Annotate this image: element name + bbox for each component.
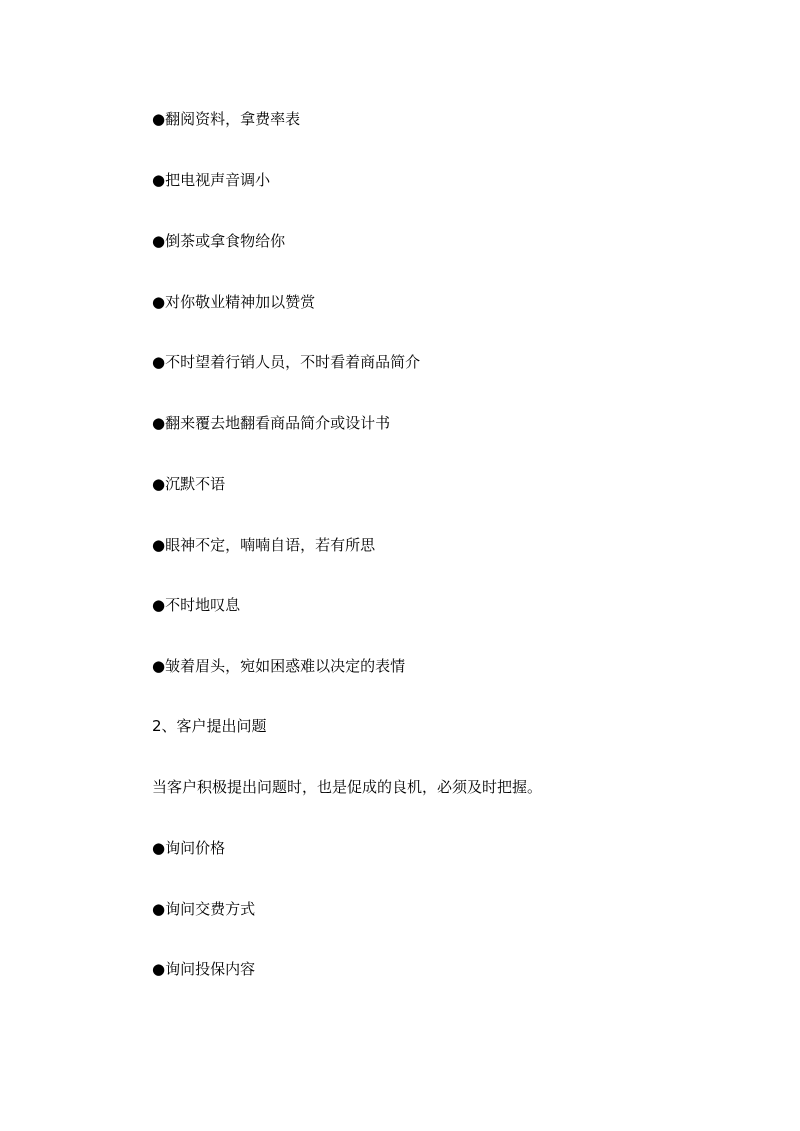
bullet-line: ●询问价格 (152, 839, 226, 857)
bullet-line: ●翻阅资料，拿费率表 (152, 110, 301, 128)
bullet-line: ●沉默不语 (152, 475, 226, 493)
bullet-line: ●眼神不定，喃喃自语，若有所思 (152, 536, 376, 554)
bullet-line: ●对你敬业精神加以赞赏 (152, 293, 316, 311)
bullet-line: ●倒茶或拿食物给你 (152, 232, 286, 250)
bullet-line: ●把电视声音调小 (152, 171, 271, 189)
bullet-line: ●询问投保内容 (152, 960, 256, 978)
bullet-line: ●询问交费方式 (152, 900, 256, 918)
section-heading: 2、客户提出问题 (152, 717, 267, 735)
bullet-line: ●翻来覆去地翻看商品简介或设计书 (152, 414, 391, 432)
bullet-line: ●不时望着行销人员，不时看着商品简介 (152, 353, 421, 371)
bullet-line: ●皱着眉头，宛如困惑难以决定的表情 (152, 657, 406, 675)
bullet-line: ●不时地叹息 (152, 596, 241, 614)
paragraph-text: 当客户积极提出问题时，也是促成的良机，必须及时把握。 (152, 778, 543, 796)
